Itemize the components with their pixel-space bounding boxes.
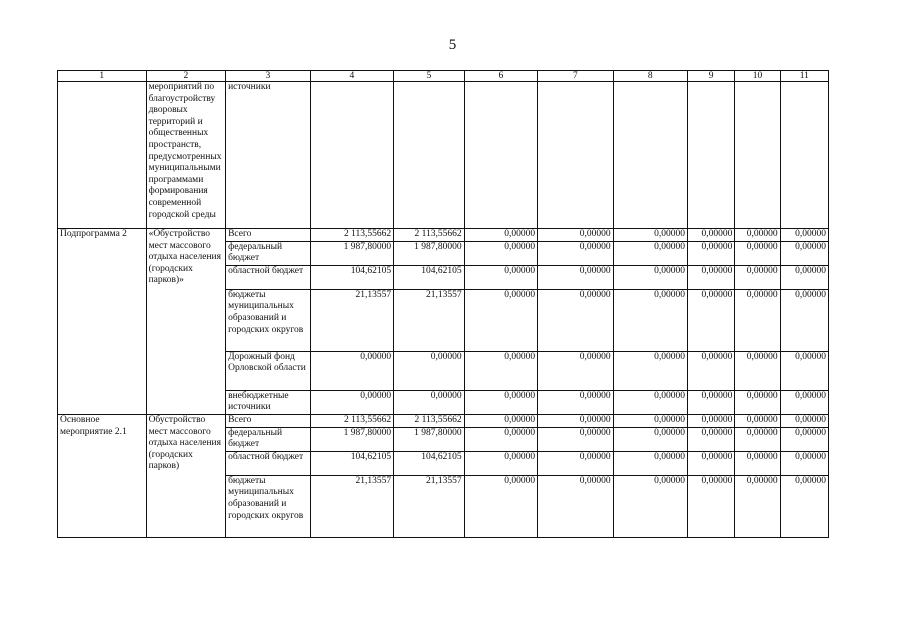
value-cell: 0,00000 bbox=[688, 475, 735, 537]
value-cell: 1 987,80000 bbox=[310, 241, 394, 265]
cell-empty bbox=[58, 82, 147, 229]
value-cell: 0,00000 bbox=[464, 241, 537, 265]
value-cell: 0,00000 bbox=[464, 289, 537, 351]
cell-empty bbox=[464, 82, 537, 229]
value-cell: 0,00000 bbox=[780, 451, 828, 475]
funding-source-cell: областной бюджет bbox=[226, 451, 311, 475]
column-header-6: 6 bbox=[464, 71, 537, 82]
value-cell: 0,00000 bbox=[464, 451, 537, 475]
value-cell: 0,00000 bbox=[613, 265, 687, 289]
value-cell: 0,00000 bbox=[780, 414, 828, 427]
value-cell: 0,00000 bbox=[735, 475, 780, 537]
header-row bbox=[58, 71, 829, 82]
value-cell: 0,00000 bbox=[538, 390, 613, 414]
value-cell: 0,00000 bbox=[735, 451, 780, 475]
value-cell: 0,00000 bbox=[538, 265, 613, 289]
funding-source-cell: бюджеты муниципальных образований и городских округов bbox=[226, 289, 311, 351]
value-cell: 0,00000 bbox=[688, 390, 735, 414]
value-cell: 0,00000 bbox=[735, 265, 780, 289]
value-cell: 104,62105 bbox=[394, 451, 464, 475]
cell-empty bbox=[613, 82, 687, 229]
funding-source-cell: Всего bbox=[226, 414, 311, 427]
value-cell: 0,00000 bbox=[613, 351, 687, 390]
value-cell: 0,00000 bbox=[735, 390, 780, 414]
column-header-7: 7 bbox=[538, 71, 613, 82]
value-cell: 0,00000 bbox=[735, 427, 780, 451]
funding-source-cell: федеральный бюджет bbox=[226, 241, 311, 265]
continuation-row bbox=[58, 82, 829, 229]
value-cell: 2 113,55662 bbox=[394, 414, 464, 427]
value-cell: 104,62105 bbox=[310, 451, 394, 475]
value-cell: 0,00000 bbox=[464, 390, 537, 414]
value-cell: 0,00000 bbox=[538, 351, 613, 390]
value-cell: 0,00000 bbox=[735, 414, 780, 427]
value-cell: 0,00000 bbox=[688, 427, 735, 451]
table-row bbox=[58, 414, 829, 427]
table-row bbox=[58, 229, 829, 242]
value-cell: 0,00000 bbox=[538, 414, 613, 427]
cell-empty bbox=[735, 82, 780, 229]
funding-source-cell: областной бюджет bbox=[226, 265, 311, 289]
value-cell: 0,00000 bbox=[688, 241, 735, 265]
funding-source-cell: внебюджетные источники bbox=[226, 390, 311, 414]
value-cell: 0,00000 bbox=[613, 427, 687, 451]
value-cell: 0,00000 bbox=[780, 289, 828, 351]
column-header-8: 8 bbox=[613, 71, 687, 82]
value-cell: 2 113,55662 bbox=[394, 229, 464, 242]
value-cell: 21,13557 bbox=[310, 289, 394, 351]
funding-source-cell: федеральный бюджет bbox=[226, 427, 311, 451]
value-cell: 1 987,80000 bbox=[394, 427, 464, 451]
value-cell: 0,00000 bbox=[688, 289, 735, 351]
value-cell: 0,00000 bbox=[688, 414, 735, 427]
program-label-cell: Подпрограмма 2 bbox=[58, 229, 147, 415]
value-cell: 0,00000 bbox=[394, 390, 464, 414]
value-cell: 0,00000 bbox=[780, 390, 828, 414]
value-cell: 1 987,80000 bbox=[394, 241, 464, 265]
value-cell: 2 113,55662 bbox=[310, 414, 394, 427]
value-cell: 0,00000 bbox=[464, 414, 537, 427]
value-cell: 0,00000 bbox=[613, 414, 687, 427]
value-cell: 0,00000 bbox=[464, 427, 537, 451]
value-cell: 0,00000 bbox=[780, 229, 828, 242]
value-cell: 0,00000 bbox=[735, 351, 780, 390]
value-cell: 0,00000 bbox=[538, 241, 613, 265]
cell-empty bbox=[780, 82, 828, 229]
funding-source-cell: источники bbox=[226, 82, 311, 229]
value-cell: 0,00000 bbox=[735, 229, 780, 242]
value-cell: 104,62105 bbox=[310, 265, 394, 289]
value-cell: 0,00000 bbox=[613, 390, 687, 414]
value-cell: 0,00000 bbox=[538, 229, 613, 242]
value-cell: 0,00000 bbox=[310, 351, 394, 390]
value-cell: 0,00000 bbox=[538, 451, 613, 475]
value-cell: 0,00000 bbox=[310, 390, 394, 414]
value-cell: 0,00000 bbox=[688, 351, 735, 390]
value-cell: 0,00000 bbox=[688, 265, 735, 289]
value-cell: 0,00000 bbox=[613, 475, 687, 537]
value-cell: 0,00000 bbox=[464, 475, 537, 537]
value-cell: 21,13557 bbox=[310, 475, 394, 537]
value-cell: 0,00000 bbox=[780, 475, 828, 537]
cell-empty bbox=[394, 82, 464, 229]
column-header-1: 1 bbox=[58, 71, 147, 82]
value-cell: 0,00000 bbox=[538, 289, 613, 351]
value-cell: 0,00000 bbox=[688, 229, 735, 242]
value-cell: 0,00000 bbox=[613, 241, 687, 265]
activity-name-cell: «Обустройство мест массового отдыха населения (городских парков)» bbox=[146, 229, 226, 415]
column-header-9: 9 bbox=[688, 71, 735, 82]
value-cell: 0,00000 bbox=[538, 427, 613, 451]
value-cell: 1 987,80000 bbox=[310, 427, 394, 451]
cell-empty bbox=[310, 82, 394, 229]
activity-name-cell: Обустройство мест массового отдыха населения (городских парков) bbox=[146, 414, 226, 537]
value-cell: 0,00000 bbox=[780, 265, 828, 289]
program-label-cell: Основное мероприятие 2.1 bbox=[58, 414, 147, 537]
value-cell: 0,00000 bbox=[394, 351, 464, 390]
cell-empty bbox=[688, 82, 735, 229]
value-cell: 21,13557 bbox=[394, 475, 464, 537]
column-header-2: 2 bbox=[146, 71, 226, 82]
column-header-11: 11 bbox=[780, 71, 828, 82]
column-header-10: 10 bbox=[735, 71, 780, 82]
value-cell: 104,62105 bbox=[394, 265, 464, 289]
value-cell: 0,00000 bbox=[538, 475, 613, 537]
value-cell: 0,00000 bbox=[780, 241, 828, 265]
value-cell: 2 113,55662 bbox=[310, 229, 394, 242]
funding-source-cell: Дорожный фонд Орловской области bbox=[226, 351, 311, 390]
column-header-4: 4 bbox=[310, 71, 394, 82]
funding-source-cell: бюджеты муниципальных образований и городских округов bbox=[226, 475, 311, 537]
value-cell: 0,00000 bbox=[735, 289, 780, 351]
column-header-5: 5 bbox=[394, 71, 464, 82]
column-header-3: 3 bbox=[226, 71, 311, 82]
value-cell: 0,00000 bbox=[464, 351, 537, 390]
page-number: 5 bbox=[448, 37, 457, 53]
activity-name-cell: мероприятий по благоустройству дворовых территорий и общественных пространств, предусмотренных муниципальными программами формирования современной городской среды bbox=[146, 82, 226, 229]
value-cell: 0,00000 bbox=[688, 451, 735, 475]
value-cell: 0,00000 bbox=[613, 229, 687, 242]
value-cell: 0,00000 bbox=[613, 451, 687, 475]
value-cell: 0,00000 bbox=[735, 241, 780, 265]
value-cell: 0,00000 bbox=[464, 265, 537, 289]
value-cell: 0,00000 bbox=[613, 289, 687, 351]
value-cell: 21,13557 bbox=[394, 289, 464, 351]
value-cell: 0,00000 bbox=[780, 351, 828, 390]
value-cell: 0,00000 bbox=[780, 427, 828, 451]
value-cell: 0,00000 bbox=[464, 229, 537, 242]
funding-source-cell: Всего bbox=[226, 229, 311, 242]
cell-empty bbox=[538, 82, 613, 229]
budget-table bbox=[57, 70, 829, 538]
